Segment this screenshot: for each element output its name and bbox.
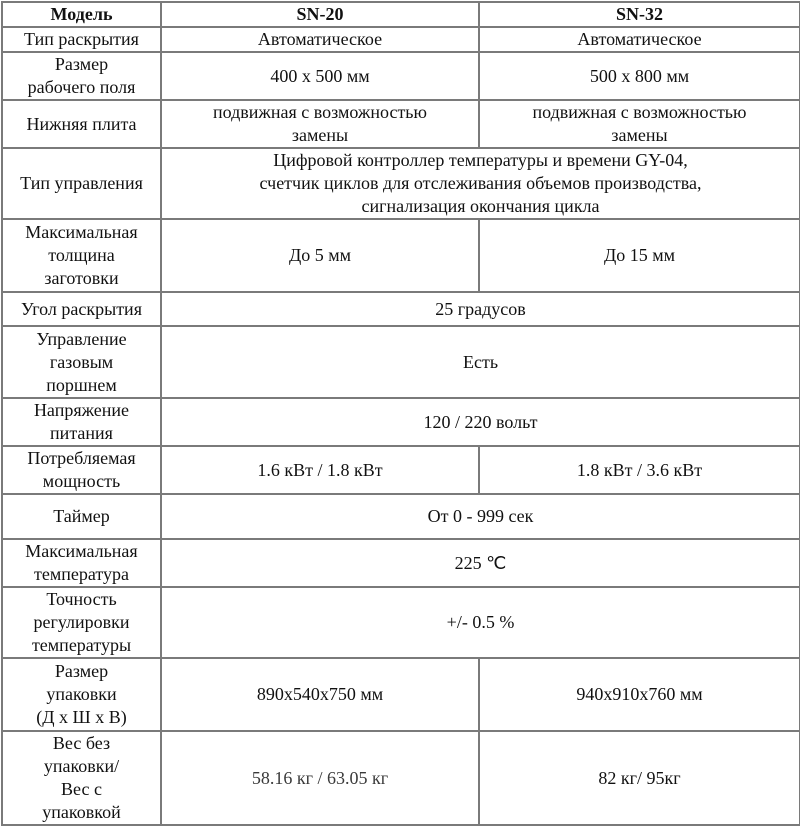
row-value-merged: От 0 - 999 сек — [161, 494, 800, 539]
row-value-merged: +/- 0.5 % — [161, 587, 800, 658]
table-row — [2, 587, 800, 658]
row-label — [2, 587, 161, 658]
row-value-sn20: 1.6 кВт / 1.8 кВт — [161, 446, 479, 494]
label-line: регулировки — [33, 612, 130, 632]
label-line: Потребляемая — [27, 448, 136, 468]
label-line: газовым — [49, 351, 114, 372]
row-value-merged: 225 ℃ — [161, 539, 800, 587]
row-value-sn32: До 15 мм — [479, 219, 800, 292]
row-label — [2, 658, 161, 731]
row-value-merged — [161, 148, 800, 219]
row-value-sn20 — [161, 100, 479, 148]
label-line: Максимальная — [25, 541, 138, 561]
header-model-sn32: SN-32 — [479, 2, 800, 27]
label-line: температура — [33, 564, 129, 584]
label-line: упаковкой — [42, 802, 121, 822]
label-line: Управление — [36, 328, 127, 349]
label-line: поршнем — [46, 374, 117, 395]
row-value-sn20: Автоматическое — [161, 27, 479, 52]
label-line: Максимальная — [25, 222, 138, 242]
table-row — [2, 326, 800, 398]
row-label: Угол раскрытия — [2, 292, 161, 326]
label-line: Размер — [54, 661, 109, 681]
label-line: упаковки/ — [43, 756, 120, 776]
row-label — [2, 219, 161, 292]
value-line: сигнализация окончания цикла — [361, 196, 600, 216]
row-value-sn32: 1.8 кВт / 3.6 кВт — [479, 446, 800, 494]
table-row — [2, 494, 800, 539]
value-line: замены — [291, 125, 349, 145]
label-line: Точность — [46, 589, 117, 609]
label-line: Размер — [54, 54, 109, 74]
row-value-sn32: 940x910x760 мм — [479, 658, 800, 731]
table-row — [2, 658, 800, 731]
row-label: Таймер — [2, 494, 161, 539]
label-line: рабочего поля — [27, 77, 136, 97]
label-line: Вес с — [61, 779, 102, 799]
row-value-sn20: 400 x 500 мм — [161, 52, 479, 100]
label-line: (Д x Ш x В) — [36, 707, 127, 727]
label-line: заготовки — [44, 268, 119, 288]
table-row — [2, 446, 800, 494]
label-line: Вес без — [52, 733, 111, 753]
label-line: температуры — [31, 635, 132, 655]
row-label — [2, 446, 161, 494]
table-row — [2, 219, 800, 292]
row-value-sn20: 58.16 кг / 63.05 кг — [161, 731, 479, 825]
header-label: Модель — [2, 2, 161, 27]
row-label: Тип раскрытия — [2, 27, 161, 52]
header-model-sn20: SN-20 — [161, 2, 479, 27]
label-line: толщина — [48, 245, 115, 265]
row-value-sn32: Автоматическое — [479, 27, 800, 52]
label-line: мощность — [42, 471, 121, 491]
table-row — [2, 539, 800, 587]
row-value-merged: 120 / 220 вольт — [161, 398, 800, 446]
label-line: питания — [50, 423, 113, 443]
spec-table — [1, 1, 800, 826]
value-line: подвижная с возможностью — [532, 102, 747, 122]
row-value-sn32: 82 кг/ 95кг — [479, 731, 800, 825]
row-value-sn32: 500 x 800 мм — [479, 52, 800, 100]
value-line: Цифровой контроллер температуры и времени GY-04, — [273, 150, 688, 170]
label-line: Напряжение — [33, 400, 130, 420]
row-value-sn20: 890x540x750 мм — [161, 658, 479, 731]
table-row — [2, 148, 800, 219]
header-row — [2, 2, 800, 27]
table-row — [2, 731, 800, 825]
row-label: Нижняя плита — [2, 100, 161, 148]
table-row — [2, 100, 800, 148]
value-line: счетчик циклов для отслеживания объемов производства, — [259, 173, 702, 193]
row-label: Тип управления — [2, 148, 161, 219]
row-value-merged: Есть — [161, 326, 800, 398]
label-line: упаковки — [46, 684, 117, 704]
table-row — [2, 292, 800, 326]
row-label — [2, 52, 161, 100]
value-line: подвижная с возможностью — [213, 102, 427, 122]
row-label — [2, 326, 161, 398]
row-label — [2, 731, 161, 825]
row-value-sn20: До 5 мм — [161, 219, 479, 292]
value-line: замены — [611, 125, 668, 145]
row-value-sn32 — [479, 100, 800, 148]
row-label — [2, 398, 161, 446]
row-value-merged: 25 градусов — [161, 292, 800, 326]
table-row — [2, 398, 800, 446]
table-row — [2, 27, 800, 52]
row-label — [2, 539, 161, 587]
table-row — [2, 52, 800, 100]
